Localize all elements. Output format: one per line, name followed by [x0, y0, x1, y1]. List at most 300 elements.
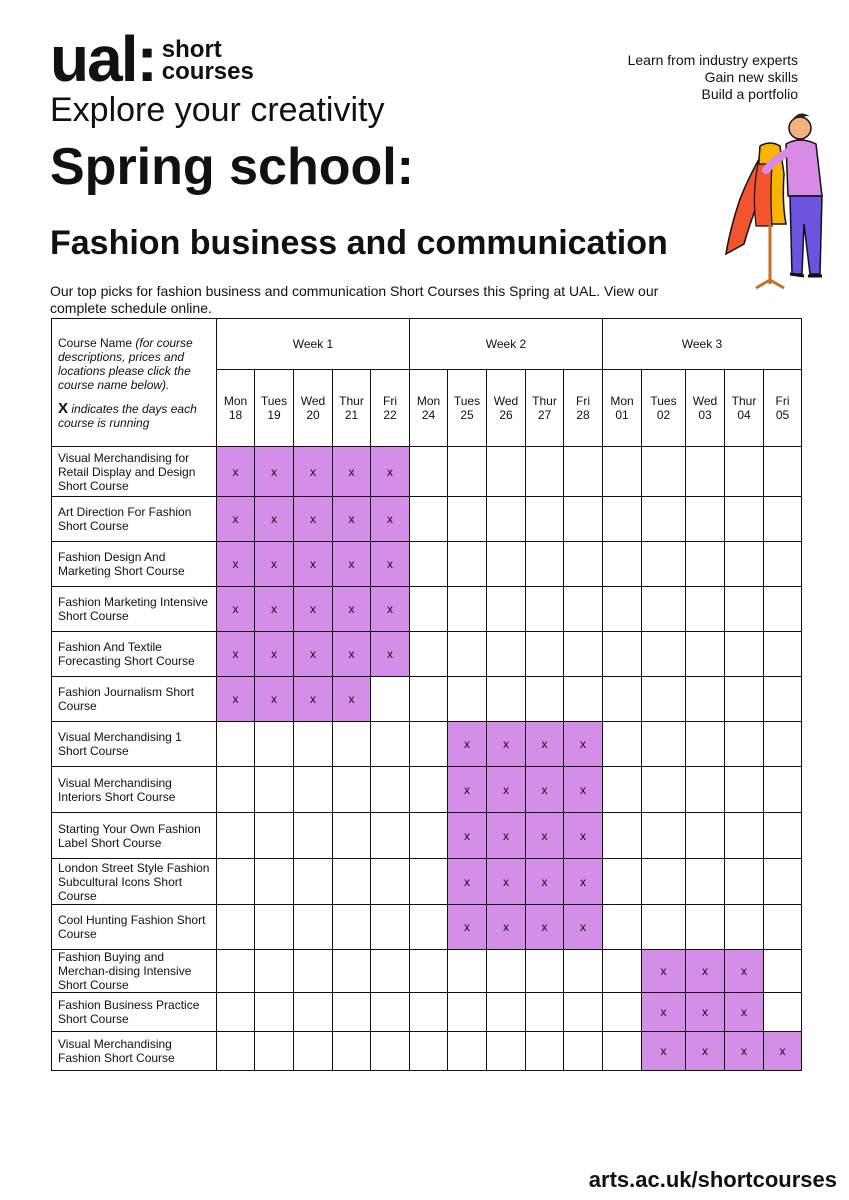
schedule-cell [333, 905, 371, 950]
course-name-link[interactable]: Fashion Design And Marketing Short Course [52, 542, 217, 587]
schedule-cell [564, 950, 603, 993]
schedule-cell [564, 632, 603, 677]
running-day-cell: x [686, 993, 725, 1032]
course-name-link[interactable]: Fashion And Textile Forecasting Short Course [52, 632, 217, 677]
benefit-item: Learn from industry experts [627, 52, 798, 68]
running-day-cell: x [255, 677, 294, 722]
schedule-cell [410, 497, 448, 542]
running-day-cell: x [333, 632, 371, 677]
running-day-cell: x [642, 1032, 686, 1071]
schedule-cell [294, 813, 333, 859]
running-day-cell: x [255, 542, 294, 587]
schedule-cell [764, 632, 802, 677]
running-day-cell: x [564, 859, 603, 905]
schedule-cell [603, 542, 642, 587]
running-day-cell: x [487, 859, 526, 905]
day-date: 04 [737, 408, 751, 422]
running-day-cell: x [448, 767, 487, 813]
schedule-cell [410, 542, 448, 587]
schedule-cell [371, 813, 410, 859]
course-row [52, 813, 802, 859]
day-name: Mon [416, 394, 441, 408]
day-header [725, 370, 764, 447]
logo-subtitle [161, 36, 254, 85]
schedule-cell [526, 587, 564, 632]
running-day-cell: x [294, 497, 333, 542]
day-header [217, 370, 255, 447]
schedule-cell [603, 950, 642, 993]
benefit-item: Build a portfolio [701, 86, 798, 102]
course-name-link[interactable]: London Street Style Fashion Subcultural Icons Short Course [52, 859, 217, 905]
day-header [686, 370, 725, 447]
schedule-cell [294, 950, 333, 993]
schedule-cell [487, 677, 526, 722]
running-day-cell: x [725, 993, 764, 1032]
schedule-cell [333, 813, 371, 859]
schedule-cell [526, 677, 564, 722]
schedule-cell [294, 993, 333, 1032]
schedule-cell [217, 905, 255, 950]
schedule-cell [410, 813, 448, 859]
running-day-cell: x [255, 497, 294, 542]
schedule-cell [642, 859, 686, 905]
schedule-cell [764, 677, 802, 722]
schedule-cell [410, 993, 448, 1032]
running-day-cell: x [487, 813, 526, 859]
running-day-cell: x [448, 905, 487, 950]
running-day-cell: x [371, 587, 410, 632]
schedule-cell [564, 542, 603, 587]
schedule-cell [603, 813, 642, 859]
course-row [52, 859, 802, 905]
schedule-cell [764, 722, 802, 767]
schedule-cell [371, 677, 410, 722]
schedule-cell [686, 447, 725, 497]
schedule-cell [686, 632, 725, 677]
running-day-cell: x [294, 587, 333, 632]
schedule-cell [603, 587, 642, 632]
running-day-cell: x [725, 1032, 764, 1071]
schedule-cell [255, 722, 294, 767]
schedule-cell [603, 677, 642, 722]
schedule-cell [686, 677, 725, 722]
benefit-item: Gain new skills [704, 69, 798, 85]
course-name-link[interactable]: Cool Hunting Fashion Short Course [52, 905, 217, 950]
schedule-cell [217, 722, 255, 767]
day-name: Mon [223, 394, 248, 408]
day-date: 19 [267, 408, 281, 422]
schedule-cell [686, 542, 725, 587]
day-name: Thur [532, 394, 557, 408]
header-note: Course Name [58, 335, 136, 350]
schedule-cell [642, 905, 686, 950]
day-name: Fri [576, 394, 590, 408]
course-name-link[interactable]: Starting Your Own Fashion Label Short Course [52, 813, 217, 859]
course-name-link[interactable]: Art Direction For Fashion Short Course [52, 497, 217, 542]
running-day-cell: x [487, 767, 526, 813]
page-title: Spring school: [50, 138, 414, 196]
day-name: Mon [610, 394, 634, 408]
running-day-cell: x [686, 950, 725, 993]
schedule-cell [603, 722, 642, 767]
schedule-cell [487, 587, 526, 632]
page-subtitle: Fashion business and communication [50, 224, 668, 262]
course-name-link[interactable]: Fashion Marketing Intensive Short Course [52, 587, 217, 632]
schedule-cell [725, 677, 764, 722]
day-date: 18 [228, 408, 243, 422]
schedule-cell [255, 813, 294, 859]
schedule-cell [487, 497, 526, 542]
day-date: 25 [460, 408, 474, 422]
schedule-cell [487, 950, 526, 993]
schedule-cell [371, 722, 410, 767]
schedule-cell [410, 1032, 448, 1071]
schedule-cell [487, 993, 526, 1032]
running-day-cell: x [448, 859, 487, 905]
schedule-cell [410, 905, 448, 950]
schedule-cell [686, 587, 725, 632]
running-day-cell: x [371, 632, 410, 677]
schedule-cell [448, 950, 487, 993]
day-name: Fri [775, 394, 790, 408]
schedule-cell [686, 722, 725, 767]
day-header [526, 370, 564, 447]
course-row [52, 632, 802, 677]
course-name-link[interactable]: Fashion Buying and Merchan-dising Intensive Short Course [52, 950, 217, 993]
day-name: Tues [650, 394, 677, 408]
logo-sub-line2: courses [161, 58, 254, 85]
running-day-cell: x [448, 722, 487, 767]
running-day-cell: x [333, 587, 371, 632]
course-name-link[interactable]: Fashion Business Practice Short Course [52, 993, 217, 1032]
schedule-cell [603, 767, 642, 813]
running-day-cell: x [217, 677, 255, 722]
schedule-cell [371, 993, 410, 1032]
day-header [371, 370, 410, 447]
week-header: Week 2 [410, 319, 603, 370]
running-day-cell: x [371, 542, 410, 587]
schedule-cell [255, 993, 294, 1032]
schedule-cell [371, 905, 410, 950]
schedule-cell [725, 767, 764, 813]
running-day-cell: x [371, 447, 410, 497]
schedule-cell [410, 632, 448, 677]
running-day-cell: x [487, 905, 526, 950]
running-day-cell: x [294, 447, 333, 497]
day-date: 21 [344, 408, 359, 422]
running-day-cell: x [564, 767, 603, 813]
schedule-cell [255, 950, 294, 993]
running-day-cell: x [294, 542, 333, 587]
schedule-cell [526, 1032, 564, 1071]
schedule-cell [255, 859, 294, 905]
schedule-cell [642, 497, 686, 542]
schedule-cell [448, 447, 487, 497]
course-name-link[interactable]: Visual Merchandising Fashion Short Course [52, 1032, 217, 1071]
schedule-cell [564, 677, 603, 722]
day-date: 28 [576, 408, 590, 422]
schedule-cell [725, 542, 764, 587]
schedule-cell [725, 497, 764, 542]
schedule-cell [333, 767, 371, 813]
schedule-cell [764, 447, 802, 497]
course-name-link[interactable]: Fashion Journalism Short Course [52, 677, 217, 722]
schedule-cell [255, 1032, 294, 1071]
logo-brand: ual: [50, 23, 156, 95]
schedule-cell [448, 497, 487, 542]
schedule-cell [410, 859, 448, 905]
footer-url-link[interactable]: arts.ac.uk/shortcourses [588, 1167, 837, 1192]
week-header: Week 1 [217, 319, 410, 370]
schedule-cell [487, 1032, 526, 1071]
running-day-cell: x [255, 447, 294, 497]
running-day-cell: x [255, 632, 294, 677]
course-row [52, 722, 802, 767]
day-name: Thur [339, 394, 364, 408]
week-header: Week 3 [603, 319, 802, 370]
schedule-cell [217, 993, 255, 1032]
schedule-cell [764, 497, 802, 542]
schedule-cell [686, 767, 725, 813]
schedule-cell [603, 447, 642, 497]
course-row [52, 950, 802, 993]
schedule-cell [487, 542, 526, 587]
schedule-cell [371, 1032, 410, 1071]
schedule-cell [217, 767, 255, 813]
schedule-cell [764, 587, 802, 632]
schedule-cell [333, 993, 371, 1032]
running-day-cell: x [217, 542, 255, 587]
schedule-cell [487, 447, 526, 497]
schedule-cell [294, 767, 333, 813]
schedule-cell [686, 813, 725, 859]
benefits-list [628, 52, 798, 103]
day-date: 20 [306, 408, 320, 422]
schedule-cell [333, 859, 371, 905]
day-header [564, 370, 603, 447]
running-day-cell: x [642, 950, 686, 993]
course-row [52, 497, 802, 542]
schedule-cell [642, 542, 686, 587]
day-header [448, 370, 487, 447]
running-day-cell: x [217, 632, 255, 677]
schedule-cell [410, 722, 448, 767]
schedule-cell [448, 993, 487, 1032]
x-legend-note: indicates the days each course is running [58, 401, 197, 430]
schedule-cell [642, 587, 686, 632]
schedule-cell [333, 950, 371, 993]
running-day-cell: x [333, 497, 371, 542]
running-day-cell: x [371, 497, 410, 542]
schedule-cell [603, 632, 642, 677]
running-day-cell: x [294, 677, 333, 722]
schedule-cell [725, 859, 764, 905]
day-header [603, 370, 642, 447]
schedule-cell [642, 767, 686, 813]
schedule-cell [217, 950, 255, 993]
running-day-cell: x [255, 587, 294, 632]
day-header [487, 370, 526, 447]
day-date: 05 [775, 408, 790, 422]
running-day-cell: x [564, 722, 603, 767]
schedule-cell [448, 677, 487, 722]
fashion-designer-illustration [722, 104, 830, 300]
running-day-cell: x [526, 859, 564, 905]
schedule-cell [725, 905, 764, 950]
schedule-cell [448, 632, 487, 677]
day-header [333, 370, 371, 447]
day-date: 22 [383, 408, 397, 422]
schedule-cell [410, 677, 448, 722]
schedule-cell [217, 813, 255, 859]
day-header [410, 370, 448, 447]
course-row [52, 905, 802, 950]
schedule-cell [603, 905, 642, 950]
course-name-link[interactable]: Visual Merchandising Interiors Short Course [52, 767, 217, 813]
schedule-cell [603, 859, 642, 905]
day-date: 26 [499, 408, 513, 422]
schedule-cell [603, 993, 642, 1032]
schedule-cell [564, 447, 603, 497]
schedule-cell [564, 993, 603, 1032]
schedule-cell [764, 767, 802, 813]
running-day-cell: x [564, 813, 603, 859]
header-note-italic: (for course descriptions, prices and locations please click the course name below). [58, 335, 193, 392]
schedule-cell [294, 1032, 333, 1071]
course-name-link[interactable]: Visual Merchandising for Retail Display and Design Short Course [52, 447, 217, 497]
schedule-cell [642, 813, 686, 859]
running-day-cell: x [564, 905, 603, 950]
schedule-cell [526, 447, 564, 497]
schedule-cell [410, 447, 448, 497]
running-day-cell: x [725, 950, 764, 993]
day-header [764, 370, 802, 447]
schedule-cell [764, 905, 802, 950]
day-name: Fri [383, 394, 397, 408]
day-name: Wed [300, 394, 326, 408]
schedule-cell [725, 587, 764, 632]
tagline: Explore your creativity [50, 91, 385, 129]
course-name-header [52, 319, 217, 447]
running-day-cell: x [487, 722, 526, 767]
schedule-cell [255, 767, 294, 813]
running-day-cell: x [526, 813, 564, 859]
day-name: Tues [260, 394, 288, 408]
day-header [294, 370, 333, 447]
schedule-cell [725, 447, 764, 497]
schedule-cell [410, 950, 448, 993]
course-row [52, 542, 802, 587]
day-name: Wed [493, 394, 519, 408]
schedule-cell [642, 632, 686, 677]
schedule-cell [764, 950, 802, 993]
schedule-cell [603, 1032, 642, 1071]
schedule-cell [686, 859, 725, 905]
course-row [52, 447, 802, 497]
schedule-cell [371, 950, 410, 993]
schedule-cell [526, 993, 564, 1032]
schedule-cell [686, 497, 725, 542]
running-day-cell: x [686, 1032, 725, 1071]
schedule-cell [487, 632, 526, 677]
course-name-link[interactable]: Visual Merchandising 1 Short Course [52, 722, 217, 767]
schedule-cell [725, 722, 764, 767]
schedule-cell [448, 542, 487, 587]
running-day-cell: x [333, 447, 371, 497]
schedule-cell [410, 767, 448, 813]
intro-paragraph: Our top picks for fashion business and communication Short Courses this Spring at UAL. View our complete schedule online. [50, 283, 659, 316]
running-day-cell: x [526, 905, 564, 950]
running-day-cell: x [526, 722, 564, 767]
course-row [52, 767, 802, 813]
schedule-cell [526, 542, 564, 587]
day-name: Thur [731, 394, 757, 408]
schedule-cell [255, 905, 294, 950]
schedule-table [51, 318, 802, 1071]
schedule-cell [642, 722, 686, 767]
schedule-cell [642, 677, 686, 722]
schedule-cell [333, 1032, 371, 1071]
running-day-cell: x [333, 542, 371, 587]
day-header [642, 370, 686, 447]
day-name: Wed [692, 394, 718, 408]
schedule-cell [764, 993, 802, 1032]
course-row [52, 587, 802, 632]
schedule-cell [294, 722, 333, 767]
day-date: 01 [615, 408, 629, 422]
running-day-cell: x [448, 813, 487, 859]
running-day-cell: x [642, 993, 686, 1032]
running-day-cell: x [217, 587, 255, 632]
ual-logo[interactable] [50, 23, 254, 95]
day-date: 02 [656, 408, 671, 422]
schedule-cell [410, 587, 448, 632]
schedule-cell [764, 813, 802, 859]
course-row [52, 1032, 802, 1071]
course-row [52, 993, 802, 1032]
schedule-cell [371, 767, 410, 813]
logo-sub-line1: short [161, 36, 222, 63]
schedule-cell [294, 859, 333, 905]
course-row [52, 677, 802, 722]
day-date: 24 [421, 408, 436, 422]
schedule-cell [217, 1032, 255, 1071]
schedule-cell [725, 632, 764, 677]
schedule-cell [564, 497, 603, 542]
running-day-cell: x [217, 497, 255, 542]
schedule-cell [642, 447, 686, 497]
running-day-cell: x [764, 1032, 802, 1071]
schedule-cell [526, 950, 564, 993]
schedule-cell [764, 542, 802, 587]
schedule-cell [764, 859, 802, 905]
schedule-cell [526, 497, 564, 542]
schedule-cell [564, 587, 603, 632]
x-legend-mark: X [58, 399, 69, 417]
schedule-cell [725, 813, 764, 859]
schedule-cell [217, 859, 255, 905]
day-date: 03 [698, 408, 712, 422]
day-date: 27 [537, 408, 552, 422]
day-header [255, 370, 294, 447]
schedule-cell [448, 587, 487, 632]
schedule-cell [448, 1032, 487, 1071]
schedule-cell [371, 859, 410, 905]
schedule-cell [294, 905, 333, 950]
schedule-cell [564, 1032, 603, 1071]
schedule-cell [526, 632, 564, 677]
running-day-cell: x [333, 677, 371, 722]
